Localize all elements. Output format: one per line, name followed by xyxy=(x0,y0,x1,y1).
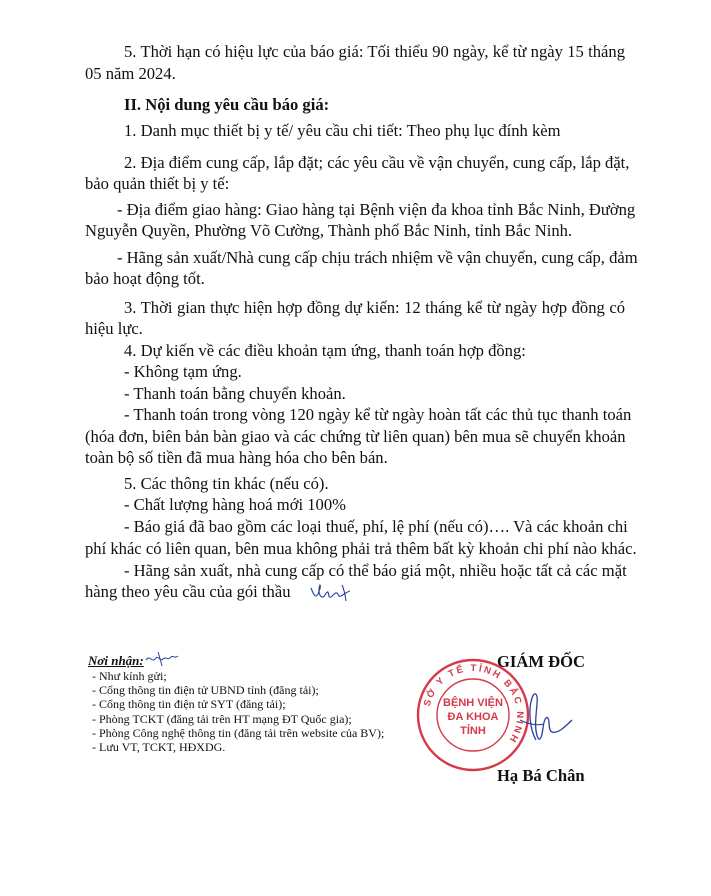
recipients-title: Nơi nhận: xyxy=(88,653,144,668)
no-advance: - Không tạm ứng. xyxy=(124,362,242,381)
section-heading: II. Nội dung yêu cầu báo giá: xyxy=(124,95,330,114)
item-3-line1: 3. Thời gian thực hiện hợp đồng dự kiến: 12 tháng kể từ ngày hợp đồng có xyxy=(124,298,625,317)
tax-line2: phí khác có liên quan, bên mua không phải trả thêm bất kỳ khoản chi phí nào khác. xyxy=(85,539,637,558)
seal-center-line: TỈNH xyxy=(460,725,486,737)
validity-line: 5. Thời hạn có hiệu lực của báo giá: Tối thiểu 90 ngày, kể từ ngày 15 tháng xyxy=(124,42,625,61)
item-2-line2: bảo quản thiết bị y tế: xyxy=(85,174,230,193)
validity-date: 05 năm 2024. xyxy=(85,64,176,83)
delivery-location-line2: Nguyễn Quyền, Phường Võ Cường, Thành phố Bắc Ninh, tỉnh Bắc Ninh. xyxy=(85,221,573,240)
delivery-location-line1: - Địa điểm giao hàng: Giao hàng tại Bệnh viện đa khoa tỉnh Bắc Ninh, Đường xyxy=(117,200,636,219)
payment-term-line2: (hóa đơn, biên bản bàn giao và các chứng từ liên quan) bên mua sẽ chuyển khoản xyxy=(85,427,626,446)
item-5: 5. Các thông tin khác (nếu có). xyxy=(124,474,329,493)
manufacturer-line1: - Hãng sản xuất/Nhà cung cấp chịu trách nhiệm về vận chuyển, cung cấp, đảm xyxy=(117,248,638,267)
signatory-position: GIÁM ĐỐC xyxy=(497,652,586,671)
item-1: 1. Danh mục thiết bị y tế/ yêu cầu chi tiết: Theo phụ lục đính kèm xyxy=(124,121,561,140)
recipients-initials-mark xyxy=(144,650,180,668)
seal-center-line: ĐA KHOA xyxy=(447,711,499,723)
payment-term-line3: toàn bộ số tiền đã mua hàng hóa cho bên bán. xyxy=(85,448,388,467)
recipient-item: - Lưu VT, TCKT, HĐXDG. xyxy=(92,740,226,754)
seal-ring-text: SỞ Y TẾ TỈNH BẮC NINH xyxy=(421,662,526,746)
item-2-line1: 2. Địa điểm cung cấp, lắp đặt; các yêu cầu về vận chuyển, cung cấp, lắp đặt, xyxy=(124,153,630,172)
signatory-name: Hạ Bá Chân xyxy=(497,766,585,785)
recipient-item: - Như kính gửi; xyxy=(92,669,167,683)
tax-line1: - Báo giá đã bao gồm các loại thuế, phí, lệ phí (nếu có)…. Và các khoản chi xyxy=(124,517,628,536)
payment-term-line1: - Thanh toán trong vòng 120 ngày kể từ ngày hoàn tất các thủ tục thanh toán xyxy=(124,405,632,424)
item-4: 4. Dự kiến về các điều khoản tạm ứng, thanh toán hợp đồng: xyxy=(124,341,526,360)
seal-center-line: BỆNH VIỆN xyxy=(443,697,503,709)
recipient-item: - Phòng Công nghệ thông tin (đăng tải trên website của BV); xyxy=(92,726,385,740)
initials-mark xyxy=(308,582,358,604)
quote-scope-line1: - Hãng sản xuất, nhà cung cấp có thể báo giá một, nhiều hoặc tất cả các mặt xyxy=(124,561,627,580)
quality-line: - Chất lượng hàng hoá mới 100% xyxy=(124,495,346,514)
recipient-item: - Cổng thông tin điện tử SYT (đăng tải); xyxy=(92,697,286,711)
recipient-item: - Phòng TCKT (đăng tải trên HT mạng ĐT Quốc gia); xyxy=(92,712,352,726)
bank-transfer: - Thanh toán bằng chuyển khoản. xyxy=(124,384,346,403)
director-signature xyxy=(480,680,580,760)
manufacturer-line2: bảo hoạt động tốt. xyxy=(85,269,205,288)
quote-scope-line2: hàng theo yêu cầu của gói thầu xyxy=(85,582,291,601)
item-3-line2: hiệu lực. xyxy=(85,319,143,338)
recipient-item: - Cổng thông tin điện tử UBND tỉnh (đăng tải); xyxy=(92,683,319,697)
